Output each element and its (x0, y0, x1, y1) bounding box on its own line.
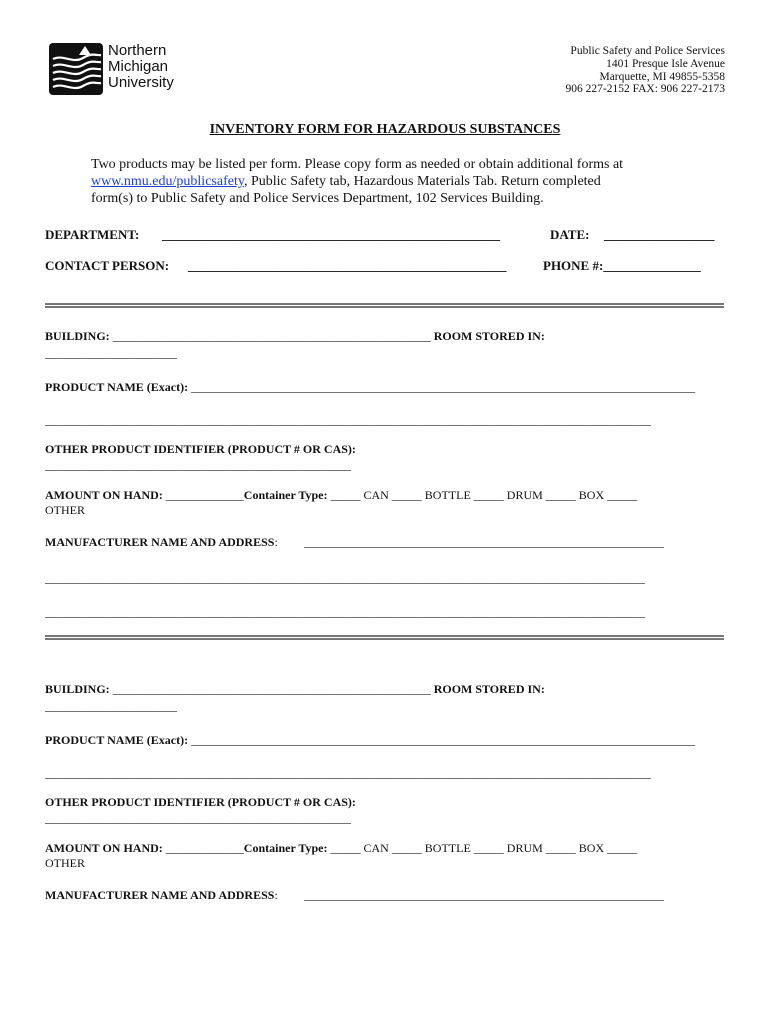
amount-field[interactable]: _____________ (165, 841, 244, 855)
manufacturer-field[interactable]: ____________________________________________________________ (304, 888, 664, 902)
intro-text-1: Two products may be listed per form. Please copy form as needed or obtain additional forms at (91, 157, 624, 172)
date-field[interactable]: _________________ (604, 227, 715, 242)
manufacturer-label: MANUFACTURER NAME AND ADDRESS (45, 888, 275, 902)
logo-line-3: University (108, 74, 174, 91)
address-line-1: Public Safety and Police Services (570, 45, 725, 57)
room-stored-label: ROOM STORED IN: (430, 682, 545, 696)
product-name-continuation-field[interactable]: _____________________________________________________________________________________________________ (45, 413, 651, 427)
product2-manufacturer-row (45, 888, 278, 903)
date-label: DATE: (550, 227, 590, 242)
manufacturer-colon: : (274, 888, 278, 902)
address-line-3: Marquette, MI 49855-5358 (599, 70, 725, 83)
address-line-2: 1401 Presque Isle Avenue (606, 57, 725, 70)
room-stored-field[interactable]: ______________________ (45, 699, 177, 713)
container-other-label: OTHER (45, 503, 85, 517)
manufacturer-colon: : (274, 535, 278, 549)
product2-amount-row (45, 841, 637, 856)
manufacturer-address-line-1[interactable]: ____________________________________________________________________________________________________ (45, 571, 645, 585)
manufacturer-label: MANUFACTURER NAME AND ADDRESS (45, 535, 275, 549)
amount-label: AMOUNT ON HAND: (45, 841, 166, 855)
container-type-options[interactable]: _____ CAN _____ BOTTLE _____ DRUM _____ BOX _____ (327, 488, 638, 502)
intro-text-3: form(s) to Public Safety and Police Services Department, 102 Services Building. (91, 191, 544, 206)
building-field[interactable]: _____________________________________________________ (112, 682, 431, 696)
room-stored-field[interactable]: ______________________ (45, 346, 177, 360)
logo-line-1: Northern (108, 42, 167, 59)
department-address (565, 45, 725, 96)
amount-label: AMOUNT ON HAND: (45, 488, 166, 502)
product-name-field[interactable]: ____________________________________________________________________________________ (191, 733, 696, 747)
product-name-label: PRODUCT NAME (Exact): (45, 380, 192, 394)
building-field[interactable]: _____________________________________________________ (112, 329, 431, 343)
product-name-field[interactable]: ____________________________________________________________________________________ (191, 380, 696, 394)
product-name-label: PRODUCT NAME (Exact): (45, 733, 192, 747)
container-type-label: Container Type: (243, 841, 328, 855)
logo-line-2: Michigan (108, 58, 169, 75)
form-title: INVENTORY FORM FOR HAZARDOUS SUBSTANCES (209, 122, 561, 137)
intro-paragraph (91, 156, 691, 207)
nmu-logo-mark (49, 43, 103, 95)
other-identifier-label: OTHER PRODUCT IDENTIFIER (PRODUCT # OR CAS): (45, 795, 356, 809)
section-divider-1 (45, 303, 724, 308)
product2-name-row (45, 733, 695, 748)
building-label: BUILDING: (45, 682, 113, 696)
department-field[interactable]: ____________________________________________________ (162, 227, 500, 242)
other-identifier-field[interactable]: ___________________________________________________ (45, 811, 351, 825)
product1-manufacturer-row (45, 535, 278, 550)
product1-amount-row (45, 488, 637, 503)
product1-building-row (45, 329, 545, 344)
container-other-label: OTHER (45, 856, 85, 870)
product1-name-row (45, 380, 695, 395)
intro-text-2: , Public Safety tab, Hazardous Materials Tab. Return completed (243, 174, 601, 189)
amount-field[interactable]: _____________ (165, 488, 244, 502)
university-name (108, 43, 174, 91)
publicsafety-link[interactable]: www.nmu.edu/publicsafety (91, 174, 244, 189)
container-type-options[interactable]: _____ CAN _____ BOTTLE _____ DRUM _____ BOX _____ (327, 841, 638, 855)
contact-person-label: CONTACT PERSON: (45, 258, 170, 273)
product-name-continuation-field[interactable]: _____________________________________________________________________________________________________ (45, 766, 651, 780)
section-divider-2 (45, 635, 724, 640)
room-stored-label: ROOM STORED IN: (430, 329, 545, 343)
manufacturer-field[interactable]: ____________________________________________________________ (304, 535, 664, 549)
contact-person-field[interactable]: _________________________________________________ (188, 258, 507, 273)
address-line-4: 906 227-2152 FAX: 906 227-2173 (565, 83, 725, 96)
other-identifier-label: OTHER PRODUCT IDENTIFIER (PRODUCT # OR CAS): (45, 442, 356, 456)
other-identifier-field[interactable]: ___________________________________________________ (45, 458, 351, 472)
product2-building-row (45, 682, 545, 697)
department-label: DEPARTMENT: (45, 227, 140, 242)
container-type-label: Container Type: (243, 488, 328, 502)
building-label: BUILDING: (45, 329, 113, 343)
phone-field[interactable]: PHONE #:_______________ (543, 258, 701, 273)
manufacturer-address-line-2[interactable]: ____________________________________________________________________________________________________ (45, 605, 645, 619)
